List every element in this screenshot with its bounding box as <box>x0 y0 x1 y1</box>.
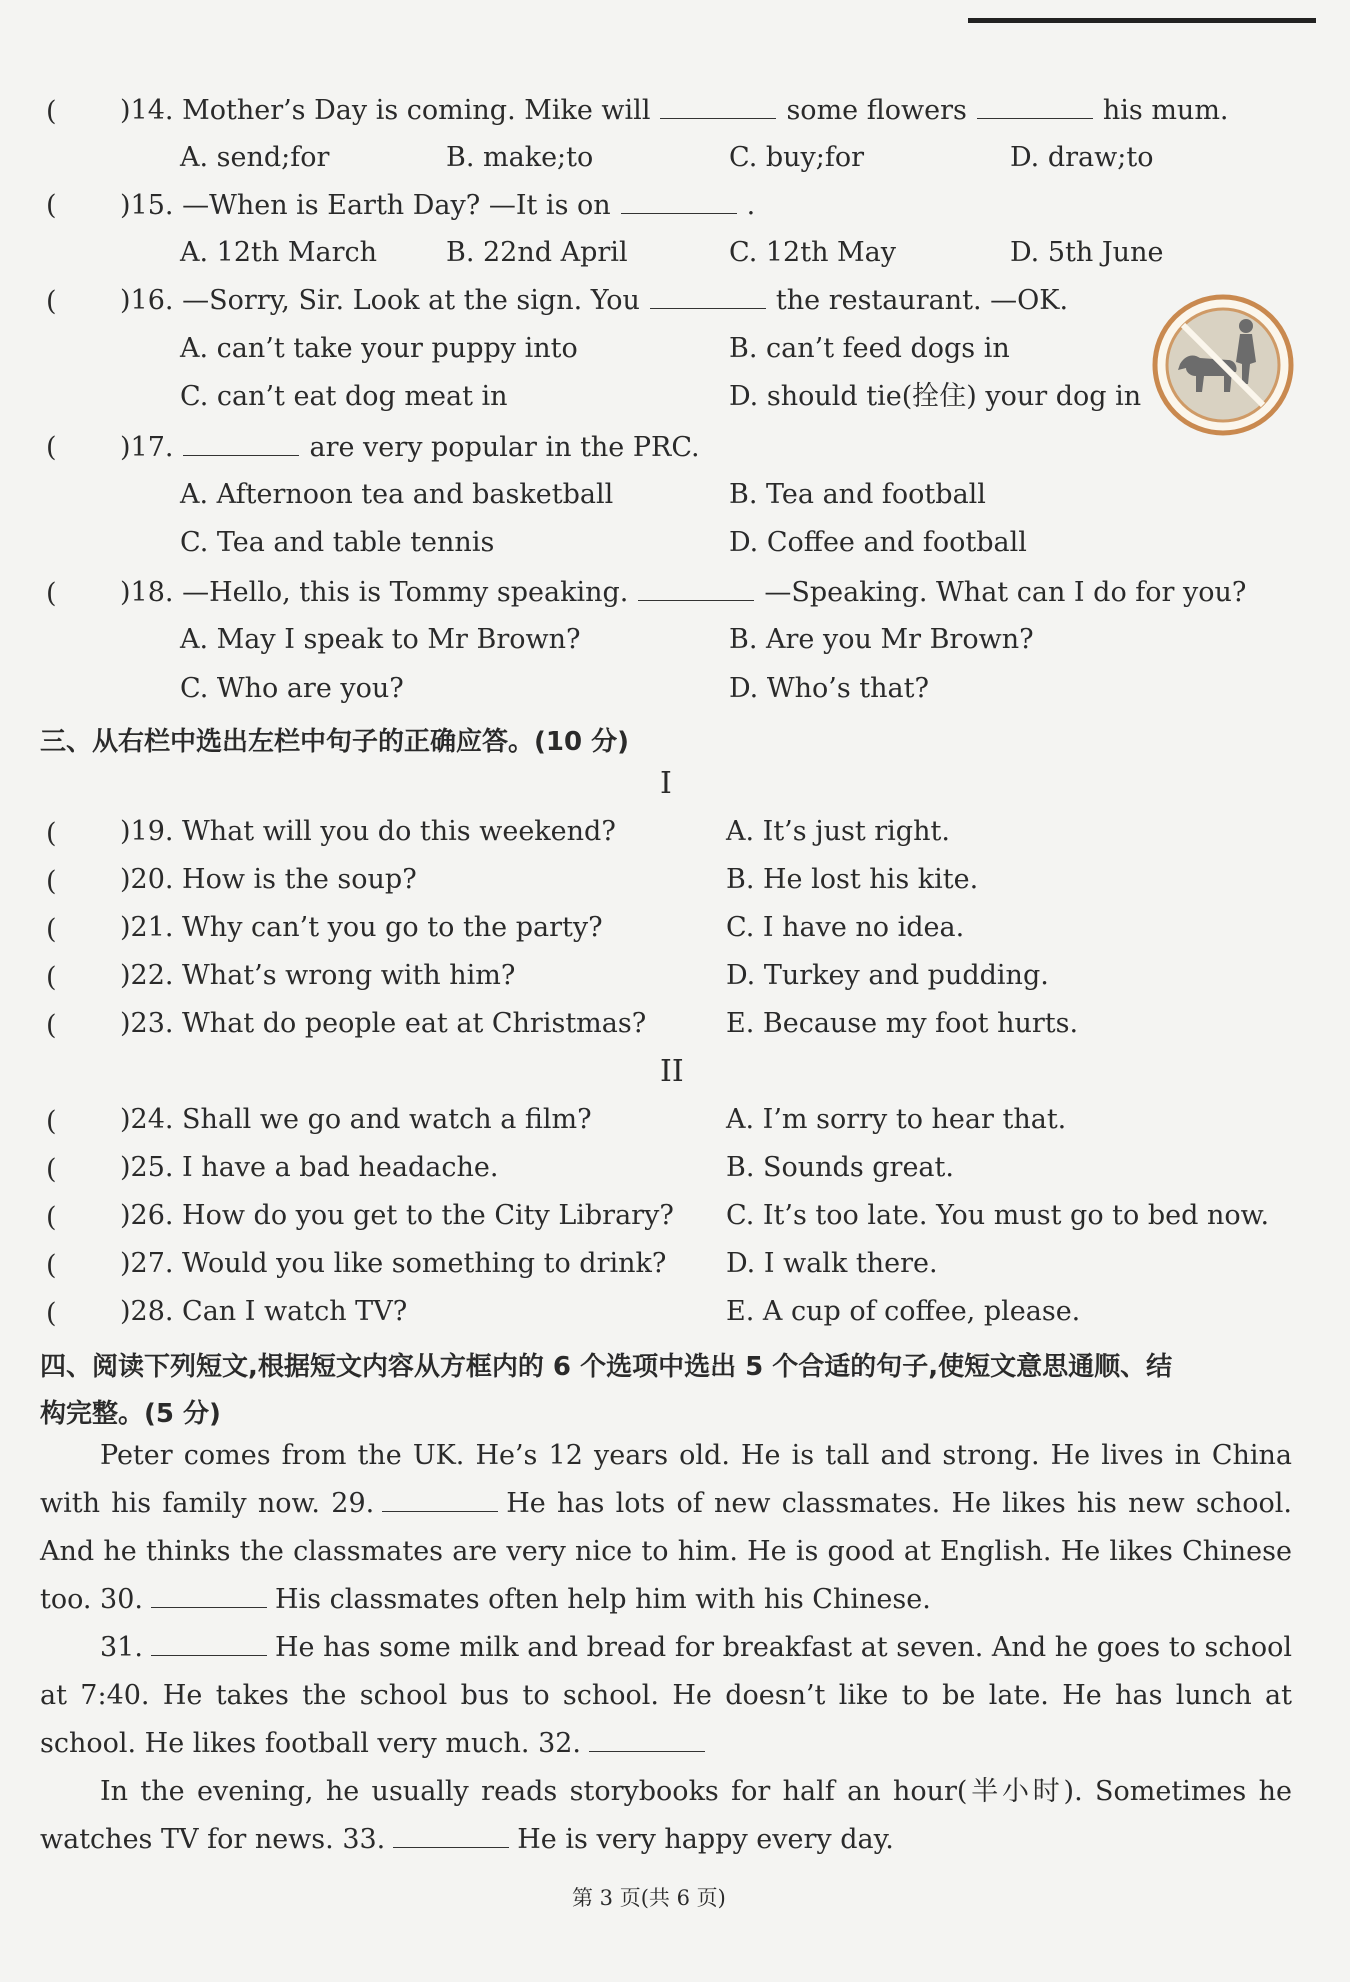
section-4-heading: 四、阅读下列短文,根据短文内容从方框内的 6 个选项中选出 5 个合适的句子,使短文意思通顺、结 <box>40 1352 1173 1382</box>
section-3-heading: 三、从右栏中选出左栏中句子的正确应答。(10 分) <box>40 727 629 757</box>
answer-paren: ( <box>46 1202 57 1233</box>
option: B. make;to <box>446 142 594 173</box>
match-answer: D. I walk there. <box>726 1248 938 1279</box>
passage-paragraph-1: Peter comes from the UK. He’s 12 years old. He is tall and strong. He lives in China with his family now. 29. He has lots of new classmates. He likes his new school. And he thinks the classmates are very nice to him. He is good at English. He likes Chinese too. 30. His classmates often help him with his Chinese. <box>40 1440 1292 1615</box>
option: A. 12th March <box>180 237 378 268</box>
match-question: )20. How is the soup? <box>120 864 417 895</box>
question-17: )17. are very popular in the PRC. <box>120 432 700 463</box>
match-answer: C. I have no idea. <box>726 912 965 943</box>
option: C. Who are you? <box>180 673 404 704</box>
passage-paragraph-3: In the evening, he usually reads storybooks for half an hour(半小时). Sometimes he watches TV for news. 33. He is very happy every day. <box>40 1776 1292 1855</box>
answer-paren: ( <box>46 1250 57 1281</box>
option: C. 12th May <box>729 237 897 268</box>
passage-paragraph-2: 31. He has some milk and bread for breakfast at seven. And he goes to school at 7:40. He takes the school bus to school. He doesn’t like to be late. He has lunch at school. He likes football very much. 32. <box>40 1632 1292 1759</box>
match-answer: C. It’s too late. You must go to bed now. <box>726 1200 1270 1231</box>
option: B. can’t feed dogs in <box>729 333 1010 364</box>
match-question: )25. I have a bad headache. <box>120 1152 499 1183</box>
answer-blank <box>660 94 776 119</box>
question-15: )15. —When is Earth Day? —It is on . <box>120 190 756 221</box>
answer-paren: ( <box>46 962 57 993</box>
answer-blank <box>183 431 299 456</box>
answer-paren: ( <box>46 578 57 609</box>
part-2-label: II <box>660 1054 684 1089</box>
answer-paren: ( <box>46 96 57 127</box>
answer-paren: ( <box>46 432 57 463</box>
option: C. can’t eat dog meat in <box>180 381 508 412</box>
option: B. Tea and football <box>729 479 986 510</box>
match-answer: E. Because my foot hurts. <box>726 1008 1079 1039</box>
section-4-heading-cont: 构完整。(5 分) <box>40 1399 221 1429</box>
question-16: )16. —Sorry, Sir. Look at the sign. You the restaurant. —OK. <box>120 285 1069 316</box>
match-answer: A. I’m sorry to hear that. <box>726 1104 1067 1135</box>
match-answer: D. Turkey and pudding. <box>726 960 1049 991</box>
answer-blank <box>393 1823 509 1848</box>
option: A. Afternoon tea and basketball <box>180 479 614 510</box>
option: D. Who’s that? <box>729 673 929 704</box>
option: B. Are you Mr Brown? <box>729 624 1034 655</box>
answer-paren: ( <box>46 1154 57 1185</box>
answer-paren: ( <box>46 914 57 945</box>
option: A. May I speak to Mr Brown? <box>180 624 581 655</box>
option: D. should tie(拴住) your dog in <box>729 381 1142 412</box>
match-answer: A. It’s just right. <box>726 816 950 847</box>
answer-blank <box>589 1727 705 1752</box>
answer-paren: ( <box>46 1298 57 1329</box>
answer-paren: ( <box>46 190 57 221</box>
page-footer: 第 3 页(共 6 页) <box>572 1886 726 1910</box>
question-18: )18. —Hello, this is Tommy speaking. —Speaking. What can I do for you? <box>120 577 1247 608</box>
option: A. can’t take your puppy into <box>180 333 578 364</box>
answer-blank <box>151 1583 267 1608</box>
option: D. Coffee and football <box>729 527 1027 558</box>
match-answer: E. A cup of coffee, please. <box>726 1296 1081 1327</box>
top-rule <box>968 18 1316 23</box>
answer-blank <box>382 1487 498 1512</box>
answer-blank <box>650 284 766 309</box>
answer-blank <box>621 189 737 214</box>
match-question: )26. How do you get to the City Library? <box>120 1200 674 1231</box>
part-1-label: I <box>660 766 672 801</box>
answer-paren: ( <box>46 818 57 849</box>
match-question: )21. Why can’t you go to the party? <box>120 912 603 943</box>
option: D. draw;to <box>1010 142 1154 173</box>
match-question: )22. What’s wrong with him? <box>120 960 516 991</box>
match-question: )28. Can I watch TV? <box>120 1296 408 1327</box>
option: D. 5th June <box>1010 237 1164 268</box>
answer-paren: ( <box>46 286 57 317</box>
answer-paren: ( <box>46 866 57 897</box>
option: A. send;for <box>180 142 330 173</box>
match-question: )23. What do people eat at Christmas? <box>120 1008 647 1039</box>
answer-blank <box>638 576 754 601</box>
option: B. 22nd April <box>446 237 628 268</box>
no-dogs-sign-icon <box>1150 292 1296 438</box>
question-14: )14. Mother’s Day is coming. Mike will some flowers his mum. <box>120 95 1229 126</box>
answer-blank <box>977 94 1093 119</box>
option: C. buy;for <box>729 142 865 173</box>
answer-paren: ( <box>46 1106 57 1137</box>
match-question: )27. Would you like something to drink? <box>120 1248 667 1279</box>
match-question: )24. Shall we go and watch a film? <box>120 1104 592 1135</box>
match-answer: B. Sounds great. <box>726 1152 954 1183</box>
match-answer: B. He lost his kite. <box>726 864 979 895</box>
answer-blank <box>151 1631 267 1656</box>
option: C. Tea and table tennis <box>180 527 495 558</box>
match-question: )19. What will you do this weekend? <box>120 816 616 847</box>
answer-paren: ( <box>46 1010 57 1041</box>
